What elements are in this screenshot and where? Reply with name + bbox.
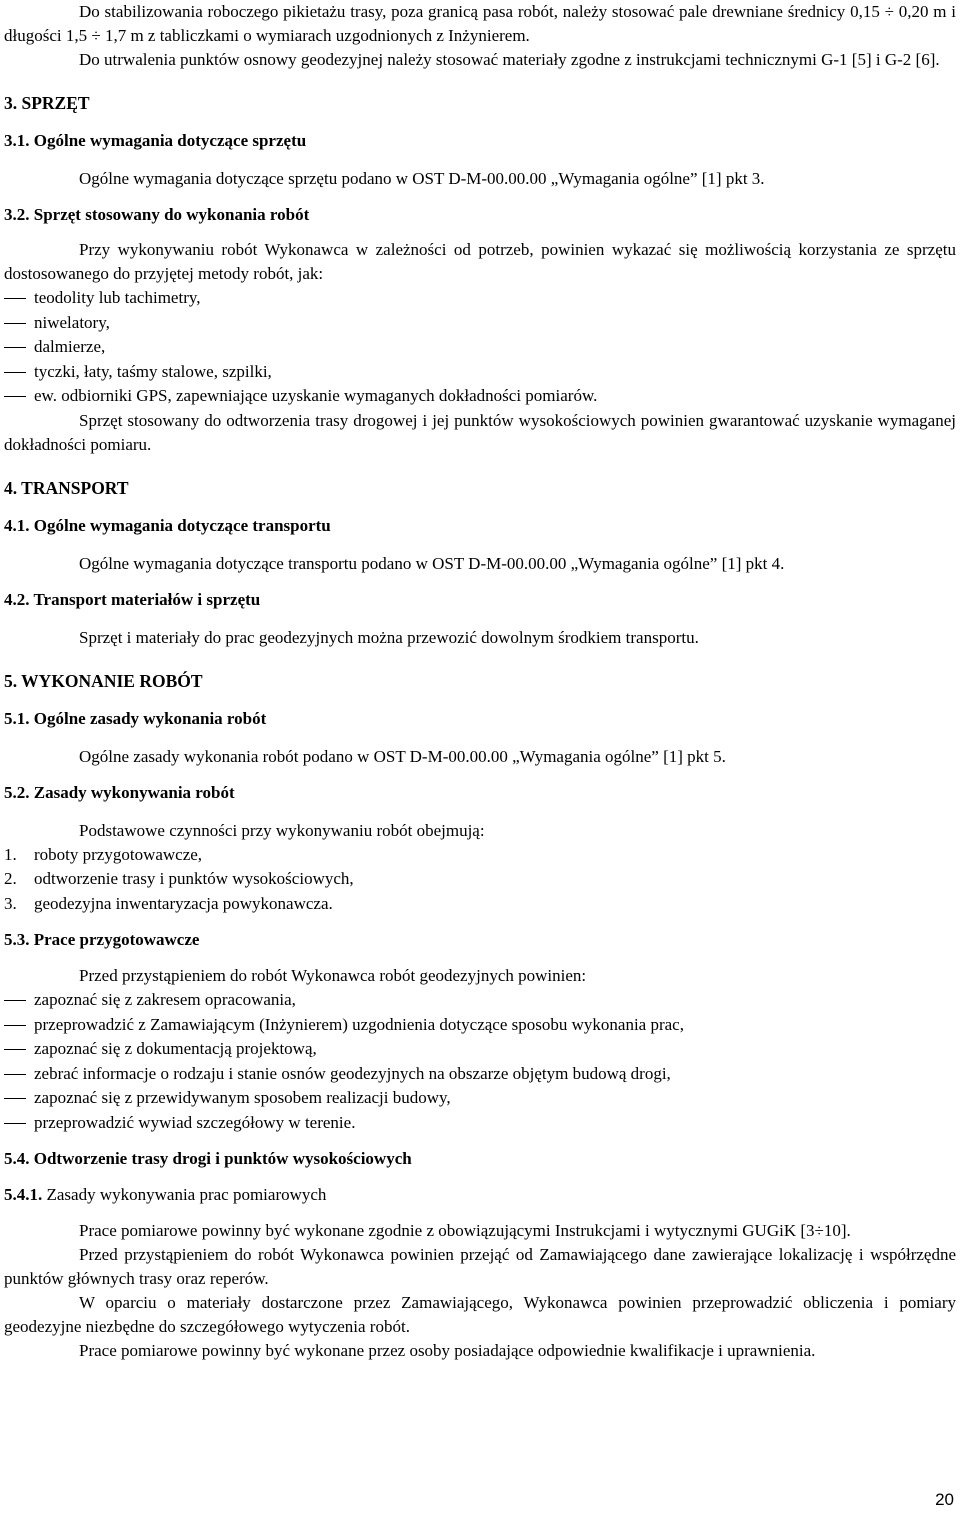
section-4-1-text: Ogólne wymagania dotyczące transportu podano w OST D-M-00.00.00 „Wymagania ogólne” [1] pkt 4. [79,553,785,573]
dash-bullet-icon [4,1000,26,1001]
section-5-1-heading: 5.1. Ogólne zasady wykonania robót [4,708,267,728]
list-item-text: zapoznać się z przewidywanym sposobem realizacji budowy, [34,1088,451,1107]
dash-bullet-icon [4,347,26,348]
section-5-3-heading: 5.3. Prace przygotowawcze [4,930,200,949]
section-3-2-text: Przy wykonywaniu robót Wykonawca w zależności od potrzeb, powinien wykazać się możliwością korzystania ze sprzętu dostosowanego do przyjętej metody robót, jak: [4,240,956,283]
section-5-2-heading: 5.2. Zasady wykonywania robót [4,782,235,802]
section-3-1-text: Ogólne wymagania dotyczące sprzętu podano w OST D-M-00.00.00 „Wymagania ogólne” [1] pkt 3. [79,169,765,188]
list-item [4,360,956,385]
list-number: 2. [4,869,17,888]
intro-paragraph-1: Do stabilizowania roboczego pikietażu trasy, poza granicą pasa robót, należy stosować pale drewniane średnicy 0,15 ÷ 0,20 m i długości 1,5 ÷ 1,7 m z tabliczkami o wymiarach uzgodnionych z Inżynierem. [4,2,956,45]
list-item-text: tyczki, łaty, taśmy stalowe, szpilki, [34,361,272,381]
list-item-text: odtworzenie trasy i punktów wysokościowych, [34,869,354,888]
works-list [4,843,956,917]
equipment-list [4,286,956,409]
list-item-text: roboty przygotowawcze, [34,844,203,864]
section-5-4-1-paragraph-3: W oparciu o materiały dostarczone przez Zamawiającego, Wykonawca powinien przeprowadzić obliczenia i pomiary geodezyjne niezbędne do szczegółowego wytyczenia robót. [4,1293,956,1336]
section-5-1-text: Ogólne zasady wykonania robót podano w OST D-M-00.00.00 „Wymagania ogólne” [1] pkt 5. [79,746,726,766]
section-3-heading: 3. SPRZĘT [4,93,90,113]
list-item [4,286,956,311]
preparation-list [4,988,956,1135]
list-item-text: zapoznać się z zakresem opracowania, [34,990,296,1009]
section-5-4-1-title: Zasady wykonywania prac pomiarowych [42,1185,327,1204]
section-5-4-1-paragraph-4: Prace pomiarowe powinny być wykonane przez osoby posiadające odpowiednie kwalifikacje i uprawnienia. [79,1341,816,1360]
section-3-1-heading: 3.1. Ogólne wymagania dotyczące sprzętu [4,131,307,150]
section-3-2-text-2: Sprzęt stosowany do odtworzenia trasy drogowej i jej punktów wysokościowych powinien gwarantować uzyskanie wymaganej dokładności pomiaru. [4,410,956,454]
section-5-heading: 5. WYKONANIE ROBÓT [4,670,203,691]
section-5-4-1-heading [4,1183,956,1207]
list-item-text: przeprowadzić wywiad szczegółowy w terenie. [34,1112,356,1132]
list-item-text: przeprowadzić z Zamawiającym (Inżynierem) uzgodnienia dotyczące sposobu wykonania prac, [34,1014,684,1034]
list-item [4,988,956,1013]
dash-bullet-icon [4,396,26,397]
list-item [4,1013,956,1038]
section-3-2-heading: 3.2. Sprzęt stosowany do wykonania robót [4,205,310,224]
list-item [4,1037,956,1062]
page-number: 20 [935,1490,954,1509]
section-4-1-heading: 4.1. Ogólne wymagania dotyczące transportu [4,515,331,535]
list-number: 3. [4,893,17,913]
document-page [4,0,956,1363]
intro-paragraph-2: Do utrwalenia punktów osnowy geodezyjnej należy stosować materiały zgodne z instrukcjami technicznymi G-1 [5] i G-2 [6]. [79,50,940,69]
list-number: 1. [4,844,17,864]
list-item-text: niwelatory, [34,312,110,332]
section-5-3-text: Przed przystąpieniem do robót Wykonawca robót geodezyjnych powinien: [79,966,587,985]
list-item [4,892,956,917]
list-item [4,1062,956,1087]
list-item [4,867,956,892]
list-item [4,384,956,409]
dash-bullet-icon [4,1049,26,1050]
dash-bullet-icon [4,1074,26,1075]
list-item-text: dalmierze, [34,337,106,356]
dash-bullet-icon [4,1098,26,1099]
section-4-2-text: Sprzęt i materiały do prac geodezyjnych można przewozić dowolnym środkiem transportu. [79,627,699,647]
section-5-4-1-number: 5.4.1. [4,1185,43,1204]
dash-bullet-icon [4,298,26,299]
section-4-heading: 4. TRANSPORT [4,477,129,498]
list-item-text: zebrać informacje o rodzaju i stanie osnów geodezyjnych na obszarze objętym budową drogi, [34,1063,671,1083]
list-item-text: teodolity lub tachimetry, [34,288,201,307]
dash-bullet-icon [4,372,26,373]
section-5-4-heading: 5.4. Odtworzenie trasy drogi i punktów wysokościowych [4,1149,412,1168]
dash-bullet-icon [4,1123,26,1124]
list-item [4,1111,956,1136]
dash-bullet-icon [4,323,26,324]
section-4-2-heading: 4.2. Transport materiałów i sprzętu [4,589,261,609]
list-item [4,843,956,868]
section-5-2-text: Podstawowe czynności przy wykonywaniu robót obejmują: [79,820,485,840]
list-item-text: ew. odbiorniki GPS, zapewniające uzyskanie wymaganych dokładności pomiarów. [34,386,598,405]
list-item [4,335,956,360]
list-item [4,311,956,336]
list-item-text: zapoznać się z dokumentacją projektową, [34,1039,317,1058]
section-5-4-1-paragraph-2: Przed przystąpieniem do robót Wykonawca powinien przejąć od Zamawiającego dane zawierające lokalizację i współrzędne punktów głównych trasy oraz reperów. [4,1245,956,1288]
section-5-4-1-paragraph-1: Prace pomiarowe powinny być wykonane zgodnie z obowiązującymi Instrukcjami i wytycznymi GUGiK [3÷10]. [79,1221,851,1240]
dash-bullet-icon [4,1025,26,1026]
list-item [4,1086,956,1111]
list-item-text: geodezyjna inwentaryzacja powykonawcza. [34,893,333,913]
